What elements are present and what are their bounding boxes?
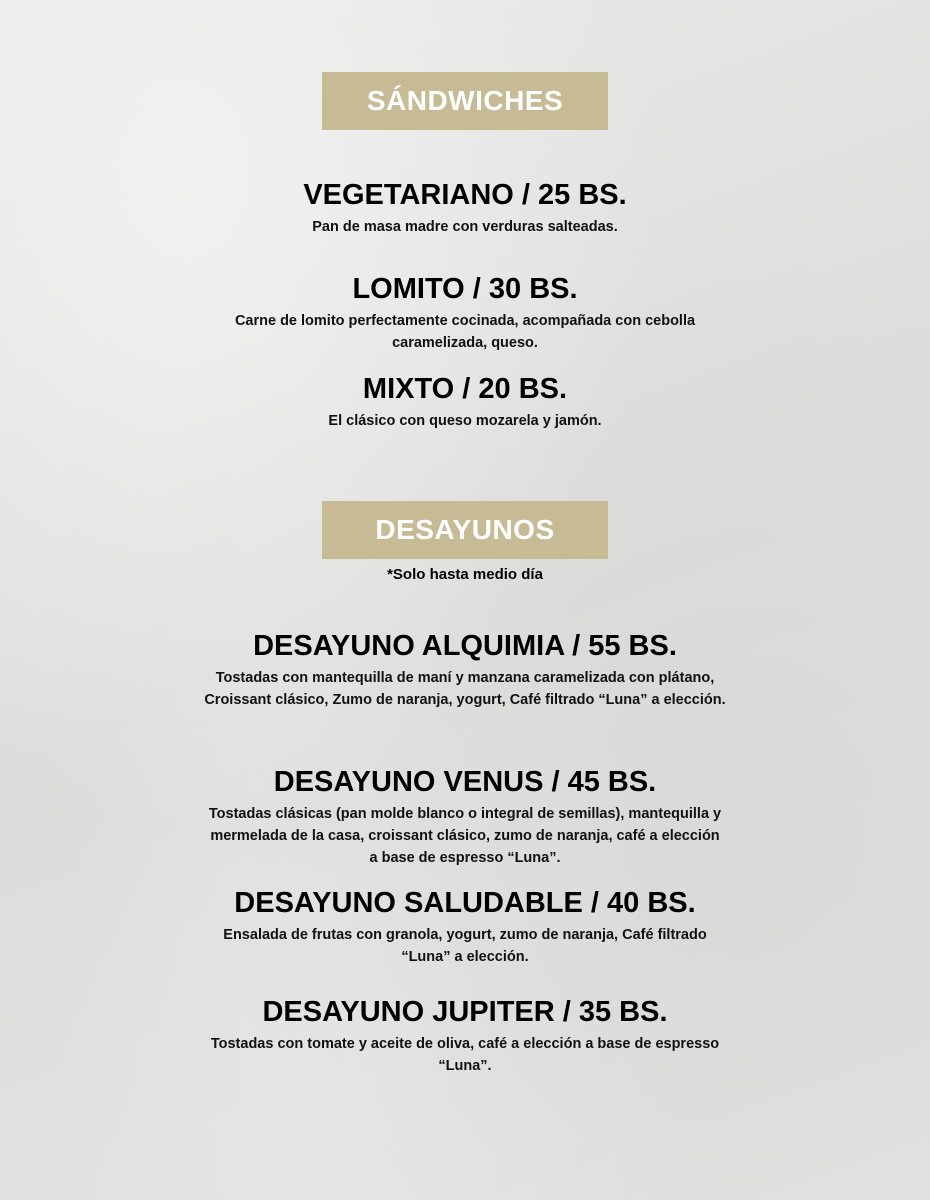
menu-item-description: Pan de masa madre con verduras salteadas. bbox=[312, 219, 618, 235]
menu-item-desayuno-venus bbox=[140, 765, 790, 869]
menu-item-vegetariano bbox=[140, 178, 790, 238]
menu-item-desayuno-saludable bbox=[140, 886, 790, 968]
menu-item-description: Tostadas con mantequilla de maní y manzana caramelizada con plátano, Croissant clásico, Zumo de naranja, yogurt, Café filtrado “Luna” a elección. bbox=[204, 670, 726, 708]
menu-item-desayuno-alquimia bbox=[140, 629, 790, 711]
sandwiches-heading-banner bbox=[322, 72, 608, 130]
menu-item-description: Tostadas con tomate y aceite de oliva, café a elección a base de espresso “Luna”. bbox=[210, 1036, 720, 1074]
sandwiches-heading: SÁNDWICHES bbox=[366, 85, 564, 116]
menu-item-description: Ensalada de frutas con granola, yogurt, zumo de naranja, Café filtrado “Luna” a elección. bbox=[223, 927, 707, 965]
breakfasts-note: *Solo hasta medio día bbox=[387, 566, 543, 583]
breakfasts-heading-banner bbox=[322, 501, 608, 559]
menu-item-title: DESAYUNO VENUS / 45 BS. bbox=[273, 766, 657, 798]
menu-item-title: LOMITO / 30 BS. bbox=[352, 273, 578, 305]
menu-item-description: El clásico con queso mozarela y jamón. bbox=[328, 413, 602, 429]
menu-item-title: MIXTO / 20 BS. bbox=[362, 373, 568, 405]
menu-item-title: DESAYUNO SALUDABLE / 40 BS. bbox=[234, 887, 696, 919]
menu-item-description: Tostadas clásicas (pan molde blanco o integral de semillas), mantequilla y mermelada de la casa, croissant clásico, zumo de naranja, café a elección a base de espresso “Luna”. bbox=[208, 806, 722, 866]
menu-item-lomito bbox=[140, 272, 790, 354]
menu-item-mixto bbox=[140, 372, 790, 432]
menu-item-title: DESAYUNO ALQUIMIA / 55 BS. bbox=[253, 630, 677, 662]
menu-item-title: VEGETARIANO / 25 BS. bbox=[303, 179, 627, 211]
menu-item-title: DESAYUNO JUPITER / 35 BS. bbox=[262, 996, 668, 1028]
menu-item-desayuno-jupiter bbox=[140, 995, 790, 1077]
menu-item-description: Carne de lomito perfectamente cocinada, acompañada con cebolla caramelizada, queso. bbox=[234, 313, 696, 351]
breakfasts-heading: DESAYUNOS bbox=[375, 514, 555, 545]
